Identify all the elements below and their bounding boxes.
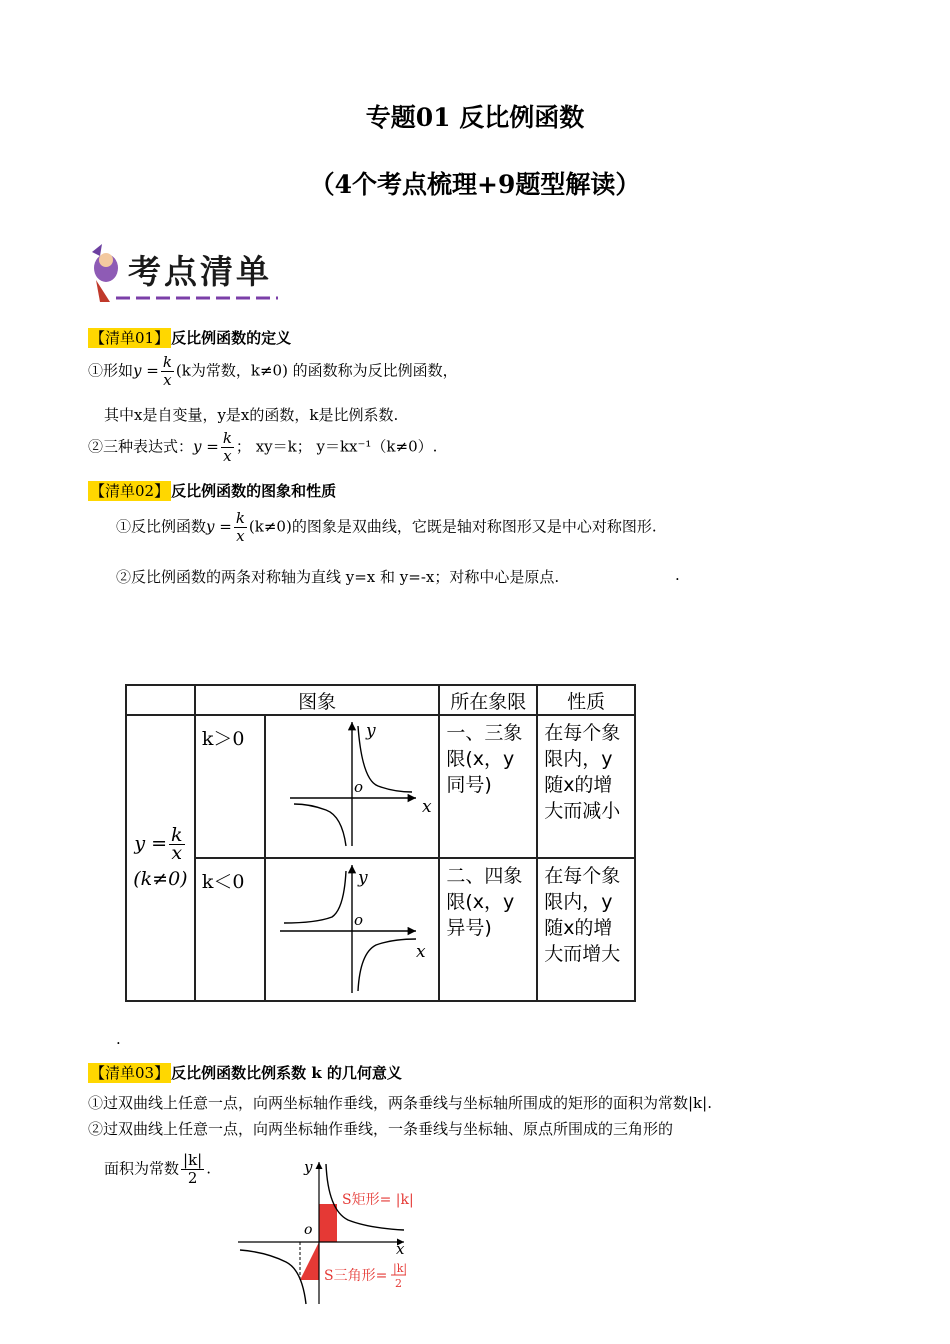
section2-tag: 【清单02】: [90, 482, 170, 500]
origin-label: o: [354, 911, 364, 929]
page-title: 专题01 反比例函数: [365, 103, 585, 132]
section1-tag: 【清单01】: [90, 329, 170, 347]
hyperbola-negative-graph: [266, 859, 438, 995]
section1-header: [88, 327, 291, 348]
table-row2-cond: k＜0: [195, 858, 266, 1001]
section2-line1: ①反比例函数y = $\frac{k}{x}$ (k≠0)的图象是双曲线，它既是轴对称图形又是中心对称图形.: [116, 509, 657, 545]
table-function-cell: y = $\frac{k}{x}$ (k≠0): [126, 715, 195, 1001]
tri-area-num: |k|: [393, 1262, 408, 1275]
table-row2-property: 在每个象限内，y随x的增大而增大: [537, 858, 635, 1001]
section3-line2: ②过双曲线上任意一点，向两坐标轴作垂线，一条垂线与坐标轴、原点所围成的三角形的: [88, 1120, 674, 1138]
triangle-area: [300, 1242, 319, 1280]
banner: [88, 240, 288, 306]
page-subtitle: （4个考点梳理+9题型解读）: [309, 170, 641, 199]
fraction: $\frac{k}{x}$: [222, 429, 232, 465]
section1-line3: ②三种表达式：y = $\frac{k}{x}$ ； xy＝k； y＝kx⁻¹（k≠0）.: [88, 429, 438, 465]
table-row1-property: 在每个象限内，y随x的增大而减小: [537, 715, 635, 858]
stray-dot: .: [116, 1030, 121, 1048]
tri-area-label: S三角形=: [324, 1268, 388, 1284]
rect-area-label: S矩形= |k|: [342, 1192, 414, 1208]
section2-heading: 反比例函数的图象和性质: [171, 482, 337, 500]
table-row1-quadrant: 一、三象限(x，y同号): [439, 715, 537, 858]
properties-table: [125, 684, 636, 1002]
section1-line2: 其中x是自变量，y是x的函数，k是比例系数.: [104, 406, 399, 424]
axis-x-label: x: [422, 797, 432, 817]
fraction: $\frac{k}{x}$: [235, 509, 245, 545]
axis-y-label: y: [358, 868, 368, 888]
origin-label: o: [304, 1222, 313, 1238]
table-row2-quadrant: 二、四象限(x，y异号): [439, 858, 537, 1001]
section1-line1: ①形如y = $\frac{k}{x}$ (k为常数，k≠0) 的函数称为反比例函数，: [88, 353, 458, 389]
axis-x-label: x: [416, 942, 426, 962]
section2-line2: ②反比例函数的两条对称轴为直线 y=x 和 y=-x；对称中心是原点.: [116, 568, 560, 586]
table-header-graph: 图象: [195, 685, 440, 715]
table-header-quadrant: 所在象限: [439, 685, 537, 715]
fraction: $\frac{k}{x}$: [162, 353, 172, 389]
section3-tag: 【清单03】: [90, 1064, 170, 1082]
axis-y-label: y: [304, 1158, 313, 1176]
section3-line3: 面积为常数 $\frac{|k|}{2}$ .: [104, 1151, 211, 1187]
table-header-property: 性质: [537, 685, 635, 715]
section2-line2-dot: .: [675, 566, 680, 584]
hyperbola-positive-graph: [266, 716, 438, 852]
section3-header: [88, 1062, 402, 1083]
axis-y-label: y: [366, 721, 376, 741]
graph-k-positive: [265, 715, 439, 858]
fraction: $\frac{|k|}{2}$: [183, 1151, 203, 1187]
banner-text: 考点清单: [128, 252, 272, 291]
section3-heading: 反比例函数比例系数 k 的几何意义: [171, 1064, 402, 1082]
origin-label: o: [354, 778, 364, 796]
table-row1-cond: k＞0: [195, 715, 266, 858]
axis-x-label: x: [396, 1240, 405, 1258]
rectangle-area: [319, 1204, 337, 1242]
table-function-cond: (k≠0): [133, 867, 188, 890]
graph-k-negative: [265, 858, 439, 1001]
geometric-meaning-figure: [236, 1158, 426, 1306]
section1-heading: 反比例函数的定义: [171, 329, 292, 347]
table-corner: [126, 685, 195, 715]
section2-header: [88, 480, 336, 501]
section3-line1: ①过双曲线上任意一点，向两坐标轴作垂线，两条垂线与坐标轴所围成的矩形的面积为常数|k|.: [88, 1094, 712, 1112]
tri-area-den: 2: [395, 1277, 402, 1290]
